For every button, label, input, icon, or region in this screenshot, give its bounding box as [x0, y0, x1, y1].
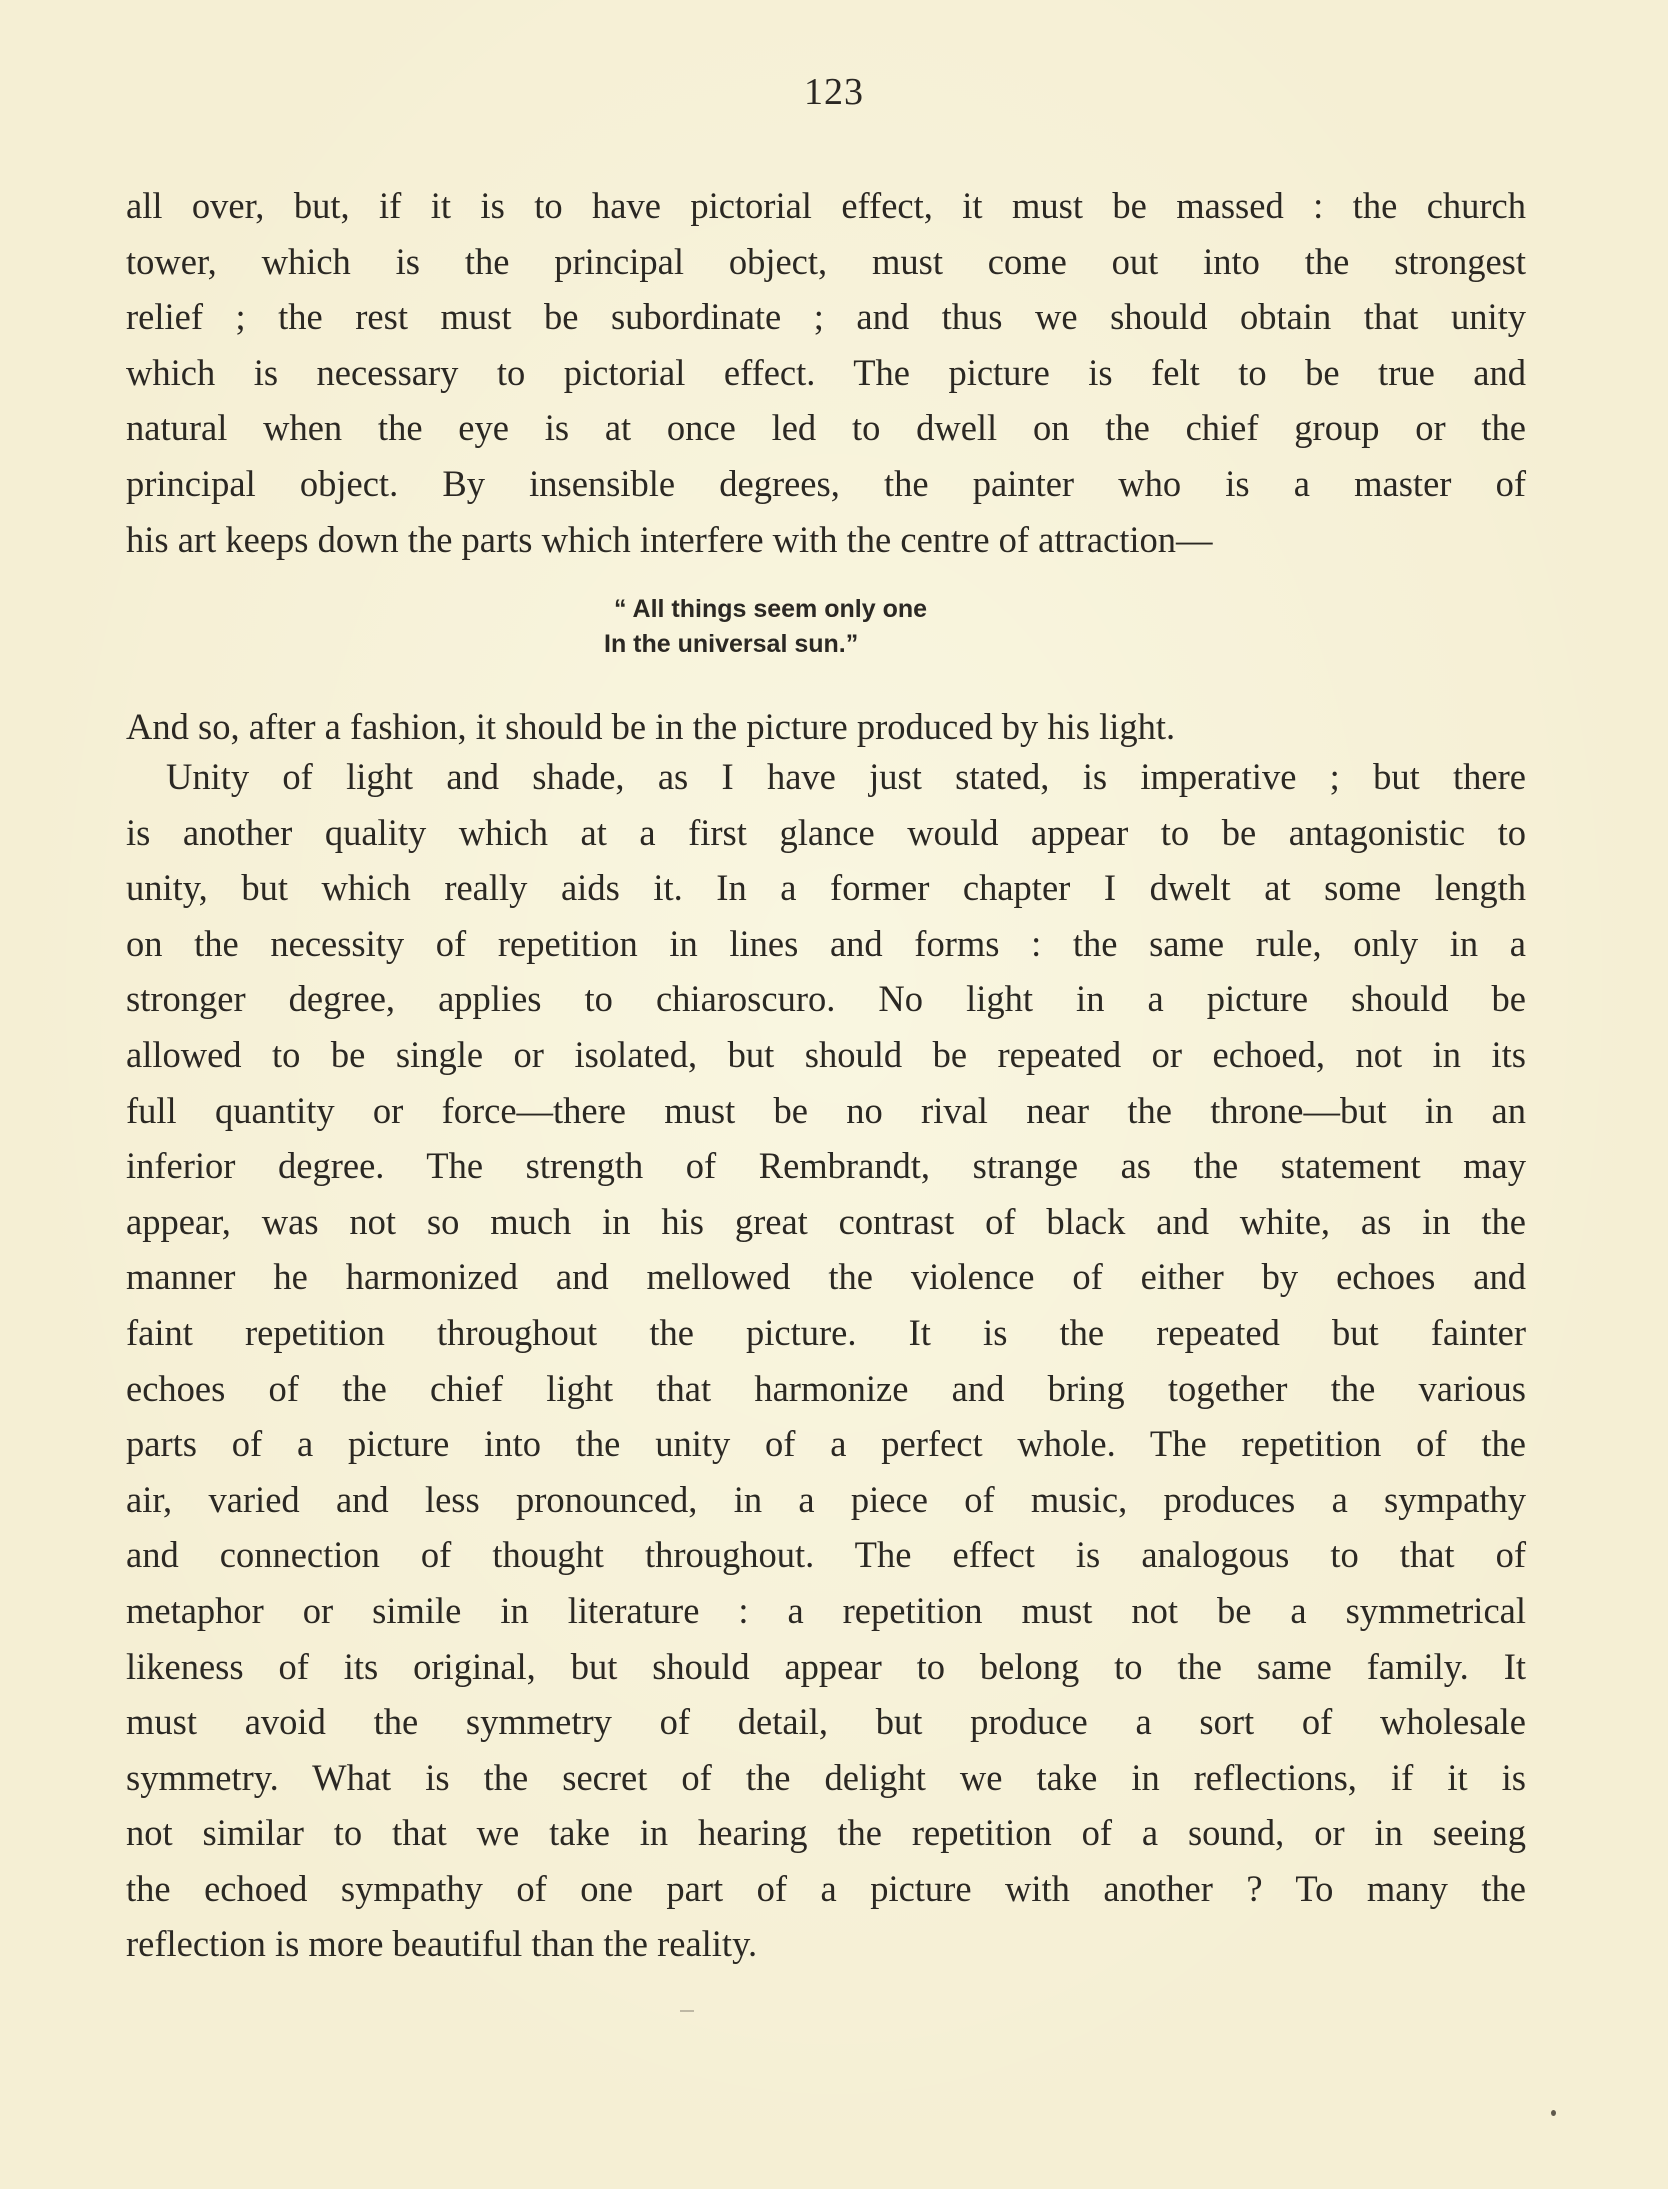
text-line: unity, but which really aids it. In a former chapter I dwelt at some length — [126, 867, 1526, 909]
quote-line-1: “ All things seem only one — [614, 595, 928, 623]
text-line: Unity of light and shade, as I have just stated, is imperative ; but there — [166, 756, 1526, 797]
text-line: the echoed sympathy of one part of a picture with another ? To many the — [126, 1867, 1526, 1909]
text-line: metaphor or simile in literature : a repetition must not be a symmetrical — [126, 1589, 1526, 1631]
text-line: And so, after a fashion, it should be in the picture produced by his light. — [126, 706, 1176, 747]
paragraph-continued — [126, 178, 1526, 567]
text-line: manner he harmonized and mellowed the violence of either by echoes and — [126, 1256, 1526, 1298]
text-line: on the necessity of repetition in lines and forms : the same rule, only in a — [126, 922, 1526, 964]
quote-line-2: In the universal sun.” — [604, 630, 859, 658]
verse-quotation — [0, 592, 1668, 662]
text-line: faint repetition throughout the picture. It is the repeated but fainter — [126, 1311, 1526, 1353]
text-line: full quantity or force—there must be no rival near the throne—but in an — [126, 1089, 1526, 1131]
text-line: air, varied and less pronounced, in a piece of music, produces a sympathy — [126, 1478, 1526, 1520]
text-line: likeness of its original, but should appear to belong to the same family. It — [126, 1645, 1526, 1687]
text-line: appear, was not so much in his great contrast of black and white, as in the — [126, 1200, 1526, 1242]
text-line: is another quality which at a first glance would appear to be antagonistic to — [126, 811, 1526, 853]
text-line: parts of a picture into the unity of a perfect whole. The repetition of the — [126, 1423, 1526, 1465]
text-line: not similar to that we take in hearing the repetition of a sound, or in seeing — [126, 1812, 1526, 1854]
text-line: allowed to be single or isolated, but should be repeated or echoed, not in its — [126, 1033, 1526, 1075]
text-line: reflection is more beautiful than the reality. — [126, 1923, 758, 1965]
paragraph-unity — [126, 749, 1526, 1972]
text-line: must avoid the symmetry of detail, but produce a sort of wholesale — [126, 1701, 1526, 1743]
text-line: and connection of thought throughout. The effect is analogous to that of — [126, 1534, 1526, 1576]
paragraph-after-quote — [126, 699, 1526, 755]
text-line: principal object. By insensible degrees, the painter who is a master of — [126, 462, 1526, 504]
text-line: natural when the eye is at once led to dwell on the chief group or the — [126, 407, 1526, 449]
text-line: stronger degree, applies to chiaroscuro. No light in a picture should be — [126, 978, 1526, 1020]
text-line: relief ; the rest must be subordinate ; and thus we should obtain that unity — [126, 296, 1526, 338]
text-line: his art keeps down the parts which interfere with the centre of attraction— — [126, 518, 1213, 560]
text-line: inferior degree. The strength of Rembrandt, strange as the statement may — [126, 1145, 1526, 1187]
text-line: tower, which is the principal object, must come out into the strongest — [126, 240, 1526, 282]
text-line: echoes of the chief light that harmonize and bring together the various — [126, 1367, 1526, 1409]
text-line: which is necessary to pictorial effect. The picture is felt to be true and — [126, 351, 1526, 393]
page-number: 123 — [804, 71, 864, 113]
text-line: symmetry. What is the secret of the delight we take in reflections, if it is — [126, 1756, 1526, 1798]
ink-speck — [1551, 2110, 1556, 2116]
text-line: all over, but, if it is to have pictorial effect, it must be massed : the church — [126, 185, 1526, 226]
paper-blemish — [680, 2010, 694, 2012]
